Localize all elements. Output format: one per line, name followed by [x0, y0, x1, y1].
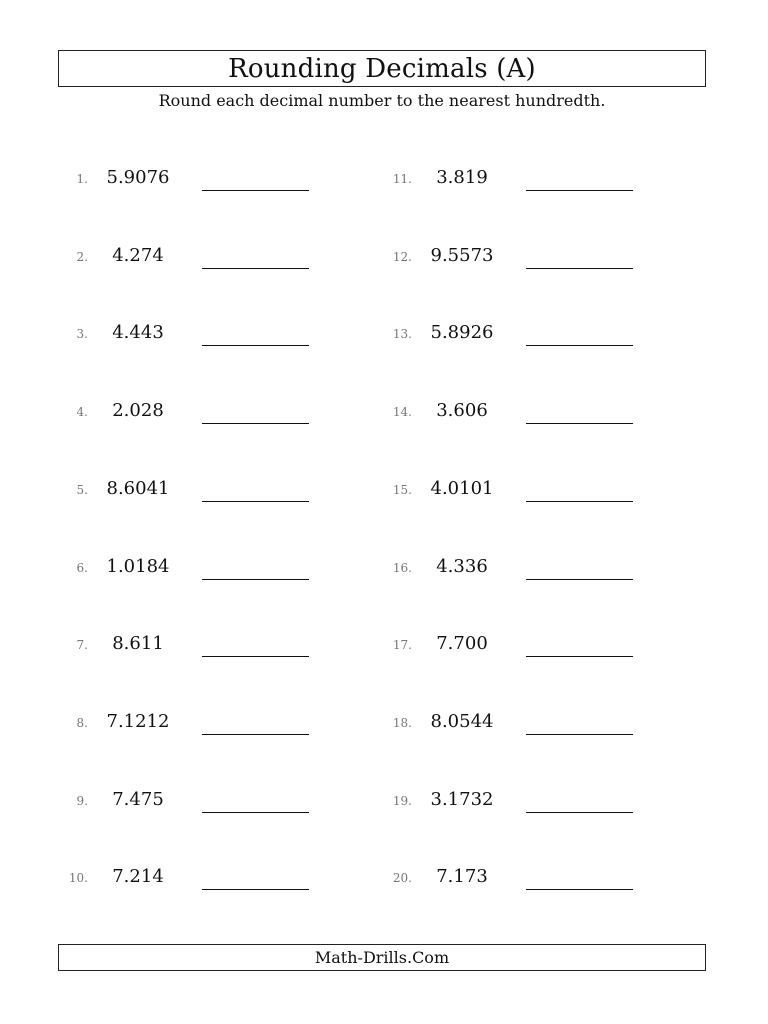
answer-line[interactable]	[202, 423, 309, 424]
problem-number: 1.	[76, 172, 88, 186]
problem-value: 8.611	[112, 633, 164, 655]
answer-line[interactable]	[202, 812, 309, 813]
problem-number: 18.	[392, 715, 412, 730]
problem-number: 7.	[76, 638, 88, 653]
page-title: Rounding Decimals (A)	[228, 53, 536, 84]
problem-value: 7.214	[112, 866, 164, 888]
problem-value: 7.173	[436, 866, 488, 888]
problem-number: 4.	[76, 405, 88, 420]
problem-number: 16.	[392, 560, 412, 575]
problem-value: 5.9076	[106, 167, 170, 188]
problem-number: 11.	[392, 172, 412, 186]
problem-number: 3.	[76, 327, 88, 342]
problem-item	[58, 859, 378, 899]
answer-line[interactable]	[202, 579, 309, 580]
problem-item	[382, 393, 702, 433]
problem-value: 4.0101	[430, 477, 494, 499]
answer-line[interactable]	[202, 268, 309, 269]
answer-line[interactable]	[526, 812, 633, 813]
footer-text: Math-Drills.Com	[314, 947, 450, 967]
problem-number: 19.	[392, 793, 412, 808]
answer-line[interactable]	[202, 501, 309, 502]
problem-value: 7.475	[112, 788, 164, 810]
problem-item	[382, 315, 702, 355]
problem-value: 1.0184	[106, 555, 170, 577]
answer-line[interactable]	[526, 501, 633, 502]
problem-value: 3.819	[436, 167, 488, 188]
instructions: Round each decimal number to the nearest hundredth.	[158, 91, 606, 110]
problem-item	[382, 471, 702, 511]
answer-line[interactable]	[202, 889, 309, 890]
problem-value: 8.0544	[430, 710, 494, 732]
problem-item	[58, 393, 378, 433]
problem-number: 2.	[76, 249, 88, 264]
problem-number: 12.	[392, 249, 412, 264]
problem-number: 13.	[392, 327, 412, 342]
problem-value: 8.6041	[106, 477, 170, 499]
problem-item	[382, 626, 702, 666]
problem-item	[382, 859, 702, 899]
title-box	[58, 50, 706, 87]
answer-line[interactable]	[202, 190, 309, 191]
answer-line[interactable]	[526, 889, 633, 890]
problem-item	[382, 704, 702, 744]
answer-line[interactable]	[526, 345, 633, 346]
problem-value: 4.336	[436, 555, 488, 577]
problem-value: 3.606	[436, 400, 488, 422]
problem-number: 9.	[76, 793, 88, 808]
problem-value: 4.274	[112, 244, 164, 266]
problem-item	[382, 549, 702, 589]
problem-item	[382, 782, 702, 822]
answer-line[interactable]	[526, 423, 633, 424]
answer-line[interactable]	[526, 268, 633, 269]
problem-number: 14.	[392, 405, 412, 420]
problem-item	[382, 160, 702, 200]
problem-value: 9.5573	[430, 244, 494, 266]
problem-number: 8.	[76, 715, 88, 730]
answer-line[interactable]	[526, 734, 633, 735]
problem-item	[382, 238, 702, 278]
answer-line[interactable]	[202, 734, 309, 735]
problem-number: 20.	[392, 871, 412, 886]
problem-value: 4.443	[112, 322, 164, 344]
problem-item	[58, 160, 378, 200]
problem-number: 17.	[392, 638, 412, 653]
problem-item	[58, 549, 378, 589]
problem-item	[58, 238, 378, 278]
problem-value: 3.1732	[430, 788, 494, 810]
problem-item	[58, 315, 378, 355]
problem-number: 5.	[76, 482, 88, 497]
answer-line[interactable]	[526, 190, 633, 191]
problem-number: 6.	[76, 560, 88, 575]
problem-item	[58, 704, 378, 744]
problem-item	[58, 626, 378, 666]
answer-line[interactable]	[526, 656, 633, 657]
problem-value: 5.8926	[430, 322, 494, 344]
problem-value: 2.028	[112, 400, 164, 422]
problem-item	[58, 782, 378, 822]
problem-value: 7.1212	[106, 710, 170, 732]
answer-line[interactable]	[526, 579, 633, 580]
problem-number: 10.	[68, 871, 88, 886]
footer-box	[58, 944, 706, 971]
answer-line[interactable]	[202, 345, 309, 346]
problem-number: 15.	[392, 482, 412, 497]
problem-value: 7.700	[436, 633, 488, 655]
answer-line[interactable]	[202, 656, 309, 657]
problem-item	[58, 471, 378, 511]
